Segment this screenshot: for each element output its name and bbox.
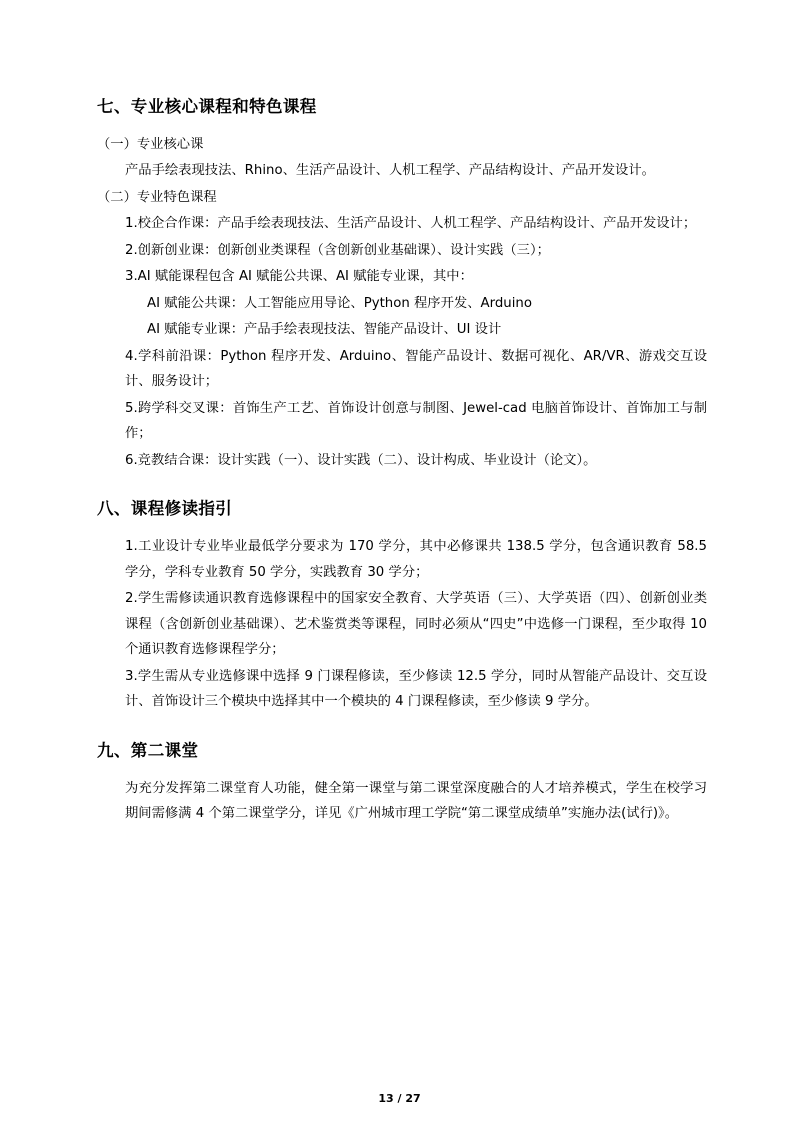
heading-section-7: 七、专业核心课程和特色课程 (97, 97, 317, 116)
heading-section-8: 八、课程修读指引 (97, 499, 233, 519)
paragraph: （二）专业特色课程 (97, 189, 217, 205)
paragraph: 3.AI 赋能课程包含 AI 赋能公共课、AI 赋能专业课，其中： (125, 269, 473, 285)
heading-section-9: 九、第二课堂 (97, 740, 199, 760)
paragraph: 产品手绘表现技法、Rhino、生活产品设计、人机工程学、产品结构设计、产品开发设计。 (125, 163, 655, 179)
paragraph: 2.学生需修读通识教育选修课程中的国家安全教育、大学英语（三）、大学英语（四）、创新创业类课程（含创新创业基础课）、艺术鉴赏类等课程，同时必须从“四史”中选修一门课程，至少取得 10 个通识教育选修课程学分； (125, 591, 707, 658)
paragraph: 3.学生需从专业选修课中选择 9 门课程修读，至少修读 12.5 学分，同时从智能产品设计、交互设计、首饰设计三个模块中选择其中一个模块的 4 门课程修读，至少修读 9 学分。 (125, 668, 707, 710)
paragraph: 5.跨学科交叉课：首饰生产工艺、首饰设计创意与制图、Jewel-cad 电脑首饰设计、首饰加工与制作； (125, 400, 707, 442)
page-number: 13 / 27 (378, 1092, 421, 1105)
paragraph: AI 赋能专业课：产品手绘表现技法、智能产品设计、UI 设计 (147, 322, 502, 338)
paragraph: 1.校企合作课：产品手绘表现技法、生活产品设计、人机工程学、产品结构设计、产品开发设计； (125, 216, 697, 232)
page-content (97, 95, 707, 828)
paragraph: （一）专业核心课 (97, 136, 204, 152)
paragraph: 为充分发挥第二课堂育人功能，健全第一课堂与第二课堂深度融合的人才培养模式，学生在校学习期间需修满 4 个第二课堂学分，详见《广州城市理工学院“第二课堂成绩单”实施办法(试行)》。 (125, 780, 707, 822)
paragraph: 2.创新创业课：创新创业类课程（含创新创业基础课）、设计实践（三）； (125, 242, 550, 258)
paragraph: 6.竞教结合课：设计实践（一）、设计实践（二）、设计构成、毕业设计（论文）。 (125, 452, 597, 468)
paragraph: 1.工业设计专业毕业最低学分要求为 170 学分，其中必修课共 138.5 学分，包含通识教育 58.5 学分，学科专业教育 50 学分，实践教育 30 学分； (125, 539, 707, 580)
paragraph: 4.学科前沿课：Python 程序开发、Arduino、智能产品设计、数据可视化、AR/VR、游戏交互设计、服务设计； (125, 348, 707, 390)
paragraph: AI 赋能公共课：人工智能应用导论、Python 程序开发、Arduino (147, 295, 532, 311)
